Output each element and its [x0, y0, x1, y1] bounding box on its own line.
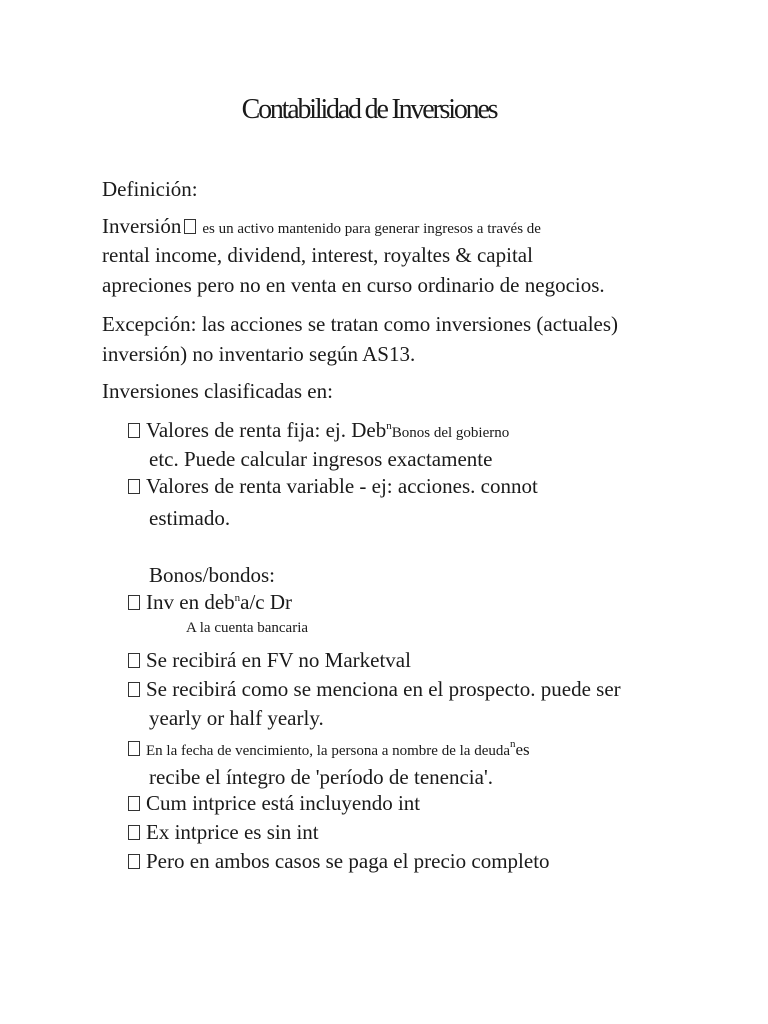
list-item-variable-income: Valores de renta variable - ej: acciones. connot	[128, 476, 538, 497]
exception-line-2: inversión) no inventario según AS13.	[102, 342, 416, 366]
list-item-maturity: En la fecha de vencimiento, la persona a nombre de la deuda$^n$es	[128, 738, 530, 759]
variable-income-line-2: estimado.	[149, 506, 231, 530]
inversion-definition: es un activo mantenido para generar ingresos a través de	[202, 221, 541, 237]
maturity-line-2: recibe el íntegro de 'período de tenencia'.	[149, 765, 493, 789]
missing-glyph-icon	[128, 479, 140, 494]
missing-glyph-icon	[128, 825, 140, 840]
inversion-line-2: rental income, dividend, interest, royaltes & capital	[102, 243, 533, 267]
inversion-line-1	[102, 216, 541, 237]
missing-glyph-icon	[128, 423, 140, 438]
fixed-income-line-2: etc. Puede calcular ingresos exactamente	[149, 447, 493, 471]
list-item-both: Pero en ambos casos se paga el precio completo	[128, 851, 550, 872]
missing-glyph-icon	[128, 682, 140, 697]
page-title: Contabilidad de Inversiones	[241, 94, 497, 125]
list-item-cum: Cum intprice está incluyendo int	[128, 793, 420, 814]
missing-glyph-icon	[128, 796, 140, 811]
list-item-fv: Se recibirá en FV no Marketval	[128, 650, 411, 671]
classified-heading: Inversiones clasificadas en:	[102, 379, 333, 403]
bonds-heading: Bonos/bondos:	[149, 563, 276, 587]
list-item-inv-deb: Inv en deb$^n$a/c Dr	[128, 592, 292, 613]
missing-glyph-icon	[184, 219, 196, 234]
prospectus-line-2: yearly or half yearly.	[149, 706, 324, 730]
list-item-fixed-income: Valores de renta fija: ej. Deb$^n$Bonos del gobierno	[128, 420, 509, 441]
definition-heading: Definición:	[102, 177, 198, 201]
exception-line-1: Excepción: las acciones se tratan como inversiones (actuales)	[102, 312, 619, 336]
bank-account-note: A la cuenta bancaria	[186, 620, 309, 636]
list-item-prospectus: Se recibirá como se menciona en el prospecto. puede ser	[128, 679, 621, 700]
missing-glyph-icon	[128, 741, 140, 756]
missing-glyph-icon	[128, 854, 140, 869]
inversion-line-3: apreciones pero no en venta en curso ordinario de negocios.	[102, 273, 605, 297]
inversion-term: Inversión	[102, 214, 182, 238]
list-item-ex: Ex intprice es sin int	[128, 822, 319, 843]
missing-glyph-icon	[128, 595, 140, 610]
missing-glyph-icon	[128, 653, 140, 668]
